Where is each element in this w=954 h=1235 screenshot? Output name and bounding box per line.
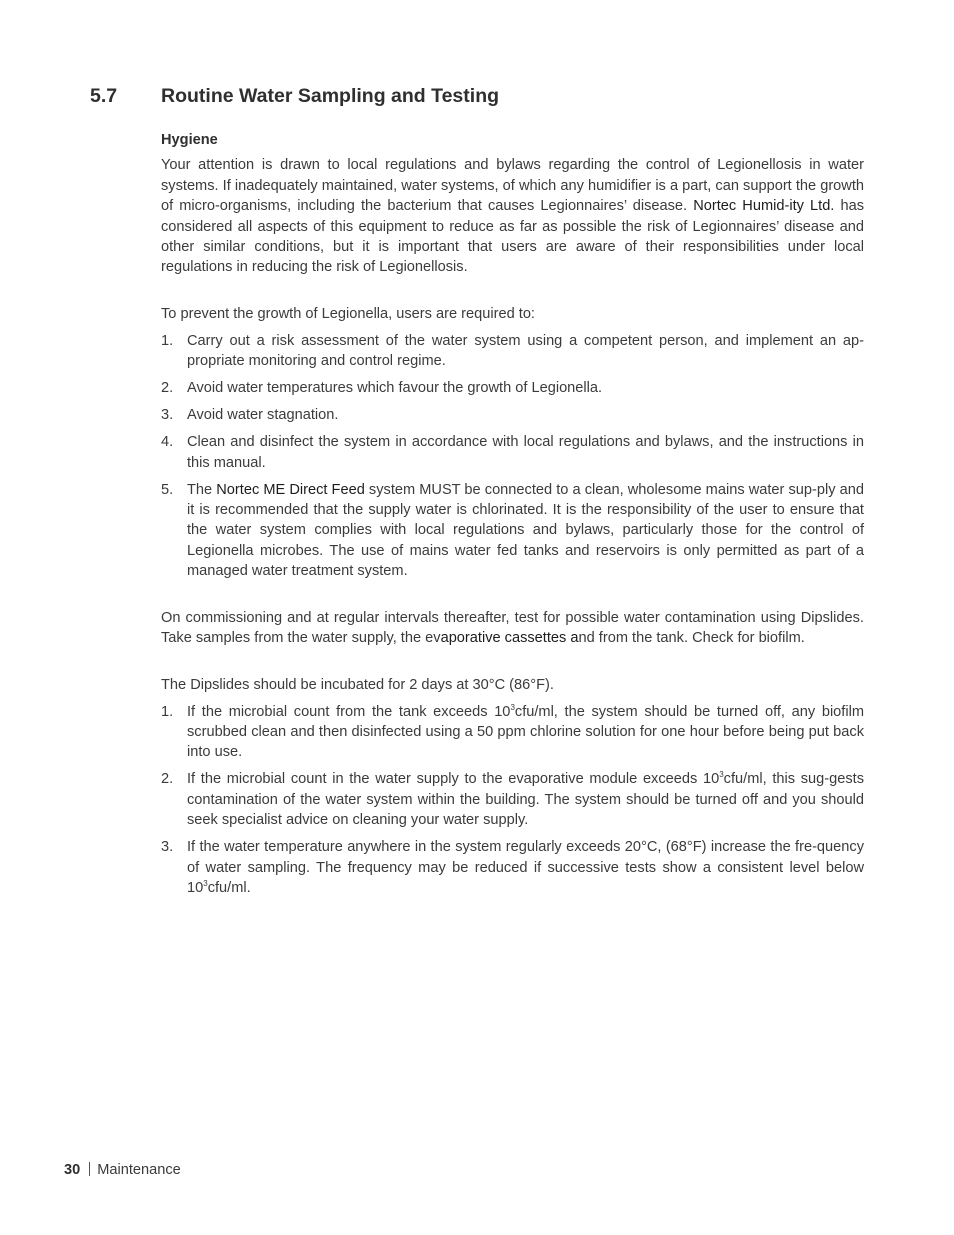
hygiene-paragraph-text-b: has considered all aspects of this equipment to reduce as far as possible the risk of Legionnaires’ disease and other similar conditions, but it is important that users are aware of their responsibilities under local regulations in reducing the risk of Legionellosis. bbox=[161, 198, 865, 276]
list-item-number: 2. bbox=[161, 771, 174, 788]
list-item bbox=[161, 837, 864, 898]
list-item-text-b: cfu/ml, the system should be turned off, any biofilm scrubbed clean and then disinfected using a 50 ppm chlorine solution for one hour before being put back into use. bbox=[187, 703, 864, 761]
list-item-text-b: cfu/ml, this sug-gests contamination of the water system within the building. The system should be turned off and you should seek specialist advice on cleaning your water supply. bbox=[187, 771, 864, 829]
footer-divider bbox=[89, 1162, 90, 1176]
section-heading bbox=[90, 85, 499, 108]
dipslides-intro: The Dipslides should be incubated for 2 days at 30°C (86°F). bbox=[161, 676, 554, 693]
exponent: 3 bbox=[203, 878, 208, 888]
list-item-text: Carry out a risk assessment of the water system using a competent person, and implement an ap-propriate monitoring and control regime. bbox=[187, 332, 864, 370]
list-item bbox=[161, 378, 864, 398]
list-item bbox=[161, 432, 864, 473]
list-item-number: 1. bbox=[161, 703, 174, 720]
list-item bbox=[161, 702, 864, 763]
list-item-text-a: If the microbial count from the tank exceeds 10 bbox=[187, 703, 511, 720]
section-number: 5.7 bbox=[90, 85, 118, 107]
footer-section-name: Maintenance bbox=[97, 1162, 181, 1178]
list-item-number: 4. bbox=[161, 434, 174, 451]
commissioning-text-a: On commissioning and at regular intervals thereafter, test for possible water contamination using Dipslides. Take samples from the water supply, the ev bbox=[161, 609, 864, 647]
requirements-list bbox=[161, 331, 864, 582]
list-item-text-b: system MUST be connected to a clean, wholesome mains water sup-ply and it is recommended that the supply water is chlorinated. It is the responsibility of the user to ensure that the water system complies with local regulations and bylaws, particularly those for the control of Legionella microbes. The use of mains water fed tanks and reservoirs is only permitted as part of a managed water treatment system. bbox=[187, 481, 865, 580]
list-item bbox=[161, 480, 864, 582]
list-item-text-a: If the water temperature anywhere in the system regularly exceeds 20°C, (68°F) increase the fre-quency of water sampling. The frequency may be reduced if successive tests show a consistent level below 10 bbox=[187, 839, 864, 896]
list-item-text: Avoid water temperatures which favour the growth of Legionella. bbox=[187, 380, 603, 397]
exponent: 3 bbox=[510, 702, 515, 712]
list-item-text-a: If the microbial count in the water supply to the evaporative module exceeds 10 bbox=[187, 771, 720, 788]
commissioning-text-highlight: aporative cassettes a bbox=[440, 630, 579, 647]
list-item-number: 1. bbox=[161, 332, 174, 349]
list-item-text: Clean and disinfect the system in accordance with local regulations and bylaws, and the instructions in this manual. bbox=[187, 434, 864, 471]
list-item bbox=[161, 331, 864, 372]
list-item bbox=[161, 769, 864, 830]
actions-list bbox=[161, 702, 864, 899]
list-item-number: 2. bbox=[161, 380, 174, 397]
list-item-number: 3. bbox=[161, 407, 174, 424]
prevent-intro: To prevent the growth of Legionella, users are required to: bbox=[161, 305, 535, 322]
list-item-text-a: The bbox=[187, 481, 217, 498]
list-item-text-b: cfu/ml. bbox=[207, 879, 251, 896]
page-footer bbox=[64, 1162, 181, 1178]
product-name: Nortec ME Direct Feed bbox=[216, 481, 365, 498]
page-number: 30 bbox=[64, 1162, 81, 1178]
commissioning-text-b: nd from the tank. Check for biofilm. bbox=[578, 630, 805, 647]
hygiene-heading: Hygiene bbox=[161, 132, 218, 148]
hygiene-paragraph bbox=[161, 155, 864, 277]
section-title: Routine Water Sampling and Testing bbox=[161, 85, 500, 107]
list-item-number: 3. bbox=[161, 839, 174, 856]
exponent: 3 bbox=[719, 770, 724, 780]
list-item bbox=[161, 405, 864, 425]
section-body bbox=[161, 130, 864, 898]
commissioning-paragraph bbox=[161, 608, 864, 649]
company-name: Nortec Humid-ity Ltd. bbox=[693, 198, 835, 215]
list-item-text: Avoid water stagnation. bbox=[187, 407, 339, 424]
list-item-number: 5. bbox=[161, 481, 174, 498]
hygiene-paragraph-text-a: Your attention is drawn to local regulations and bylaws regarding the control of Legionellosis in water systems. If inadequately maintained, water systems, of which any humidifier is a part, can support the growth of micro-organisms, including the bacterium that causes Legionnaires’ disease. bbox=[161, 157, 864, 215]
